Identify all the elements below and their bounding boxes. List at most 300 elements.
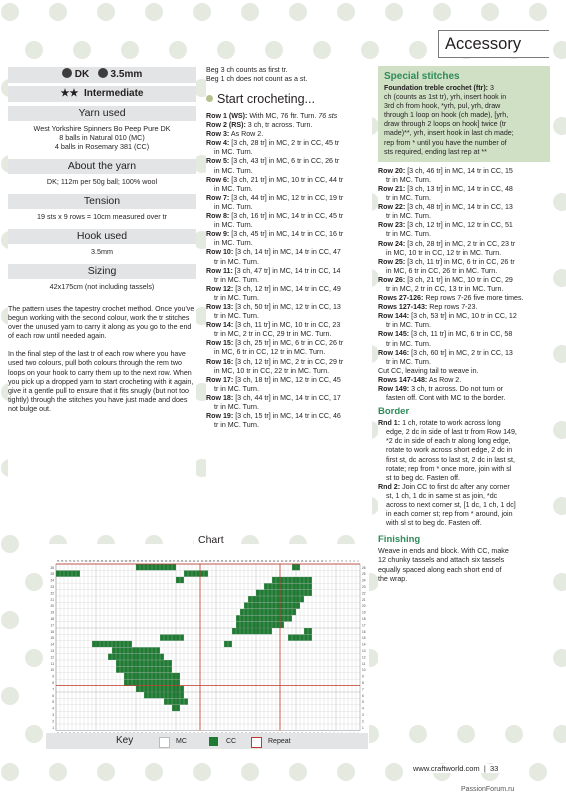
yarn-used-line: 4 balls in Rosemary 381 (CC) [54, 142, 150, 151]
chart-cell-cc [260, 596, 264, 602]
chart-cell-cc [128, 660, 132, 666]
chart-cell-cc [116, 660, 120, 666]
start-heading: Start crocheting... [206, 91, 372, 107]
chart-cell-cc [172, 692, 176, 698]
yarn-ball-decoration [553, 193, 566, 211]
pattern-row: Row 23: [3 ch, 12 tr] in MC, 12 tr in CC, 51 tr in MC. Turn. [378, 221, 513, 239]
chart-cell-cc [176, 698, 180, 704]
yarn-ball-decoration [97, 763, 115, 781]
chart-y-tick-label: 4 [362, 706, 364, 711]
chart-cell-cc [300, 577, 304, 583]
yarn-ball-decoration [241, 763, 259, 781]
chart-cell-cc [248, 602, 252, 608]
chart-cell-cc [172, 634, 176, 640]
chart-y-tick-label: 6 [52, 693, 54, 698]
chart-cell-cc [276, 577, 280, 583]
pattern-row: Row 9: [3 ch, 45 tr] in MC, 14 tr in CC, 16 tr in MC. Turn. [206, 230, 344, 248]
chart-cell-cc [296, 564, 300, 570]
chart-x-tick-label: 62 [112, 561, 116, 563]
chart-cell-cc [76, 570, 80, 576]
yarn-ball-decoration [49, 3, 67, 21]
yarn-ball-decoration [553, 269, 566, 287]
chart-cell-cc [256, 602, 260, 608]
chart-cell-cc [180, 698, 184, 704]
chart-cell-cc [180, 686, 184, 692]
chart-cell-cc [268, 583, 272, 589]
chart-x-tick-label: 6 [337, 561, 339, 563]
chart-x-tick-label: 58 [128, 561, 132, 563]
chart-x-tick-label: 26 [256, 561, 260, 563]
chart-y-tick-label: 19 [362, 610, 366, 615]
chart-cell-cc [136, 647, 140, 653]
chart-cell-cc [252, 609, 256, 615]
chart-cell-cc [168, 686, 172, 692]
pattern-note: In the final step of the last tr of each row where you have used two colours, pull both colours through the rem two loops on your hook to carry them up to the next row. When you pick up a dropped yarn to start crocheting with it again, give it a gentle pull to ensure that it fits snugly (but not too tightly) through the stitches you have just made and does not bulge out. [8, 350, 194, 413]
chart-y-tick-label: 23 [362, 585, 366, 589]
yarn-used-heading: Yarn used [8, 106, 196, 121]
chart-cell-cc [264, 628, 268, 634]
chart-cell-cc [268, 615, 272, 621]
chart-cell-cc [168, 564, 172, 570]
chart-cell-cc [156, 660, 160, 666]
yarn-ball-decoration [553, 345, 566, 363]
chart-cell-cc [64, 570, 68, 576]
chart-title: Chart [194, 534, 228, 546]
chart-cell-cc [136, 686, 140, 692]
chart-cell-cc [136, 666, 140, 672]
chart-cell-cc [148, 679, 152, 685]
chart-cell-cc [156, 686, 160, 692]
chart-cell-cc [292, 590, 296, 596]
pattern-row: Rnd 2: Join CC to first dc after any corner st, 1 ch, 1 dc in same st as join, *dc across to next corner st, [1 dc, 1 ch, 1 dc] in each corner st; rep from * around, join with sl st to beg dc. Fasten off. [378, 482, 516, 528]
chart-x-tick-label: 32 [232, 561, 236, 563]
chart-x-tick-label: 63 [108, 561, 112, 563]
chart-cell-cc [92, 641, 96, 647]
chart-cell-cc [232, 628, 236, 634]
chart-x-tick-label: 54 [144, 561, 148, 563]
chart-x-tick-label: 44 [184, 561, 188, 563]
chart-cell-cc [252, 628, 256, 634]
finishing-line: 12 chunky tassels and attach six tassels [378, 556, 505, 565]
special-stitch-line: through 1 loop on hook (ch made), [yrh, [384, 111, 509, 120]
chart-y-tick-label: 19 [50, 610, 54, 615]
chart-cell-cc [124, 679, 128, 685]
chart-cell-cc [128, 654, 132, 660]
chart-cell-cc [176, 705, 180, 711]
chart-cell-cc [148, 654, 152, 660]
chart-cell-cc [152, 647, 156, 653]
chart-x-tick-label: 59 [124, 561, 128, 563]
yarn-ball-decoration [25, 649, 43, 667]
special-stitch-line: 3rd ch from hook, *yrh, pul, yrh, draw [384, 102, 501, 111]
special-stitch-line: ch (counts as 1st tr), yrh, insert hook in [384, 93, 507, 102]
chart-x-tick-label: 41 [196, 561, 200, 563]
chart-cell-cc [288, 602, 292, 608]
pattern-row: Row 11: [3 ch, 47 tr] in MC, 14 tr in CC, 14 tr in MC. Turn. [206, 266, 341, 284]
chart-cell-cc [272, 577, 276, 583]
chart-x-tick-label: 60 [120, 561, 124, 563]
chart-cell-cc [300, 590, 304, 596]
chart-y-tick-label: 1 [52, 725, 54, 730]
chart-y-tick-label: 13 [50, 649, 54, 653]
chart-y-tick-label: 20 [362, 604, 366, 609]
chart-cell-cc [284, 596, 288, 602]
chart-cell-cc [144, 692, 148, 698]
chart-cell-cc [108, 654, 112, 660]
chart-cell-cc [112, 647, 116, 653]
yarn-ball-decoration [1, 3, 19, 21]
chart-cell-cc [156, 666, 160, 672]
chart-cell-cc [156, 692, 160, 698]
yarn-ball-decoration [193, 3, 211, 21]
chart-x-tick-label: 75 [60, 561, 64, 563]
chart-cell-cc [304, 634, 308, 640]
chart-x-tick-label: 53 [148, 561, 152, 563]
yarn-ball-decoration [289, 3, 307, 21]
yarn-ball-decoration [505, 725, 523, 743]
chart-y-tick-label: 16 [362, 629, 366, 634]
chart-y-tick-label: 9 [52, 674, 54, 679]
chart-y-tick-label: 18 [50, 617, 54, 621]
yarn-ball-decoration [529, 763, 547, 781]
chart-cell-cc [284, 583, 288, 589]
chart [44, 534, 369, 759]
yarn-ball-decoration [361, 41, 379, 59]
chart-x-tick-label: 14 [304, 561, 308, 563]
chart-cell-cc [280, 622, 284, 628]
pattern-intro: Beg 1 ch does not count as a st. [206, 75, 308, 83]
chart-x-tick-label: 52 [152, 561, 156, 563]
pattern-row: Row 8: [3 ch, 16 tr] in MC, 14 tr in CC, 45 tr in MC. Turn. [206, 212, 344, 230]
chart-cell-cc [152, 564, 156, 570]
chart-cell-cc [164, 686, 168, 692]
key-mc-label: MC [176, 738, 187, 745]
chart-cell-cc [276, 602, 280, 608]
chart-x-tick-label: 39 [204, 561, 208, 563]
chart-cell-cc [168, 673, 172, 679]
chart-x-tick-label: 36 [216, 561, 220, 563]
chart-cell-cc [124, 660, 128, 666]
chart-y-tick-label: 4 [52, 706, 54, 711]
chart-cell-cc [272, 615, 276, 621]
chart-x-tick-label: 46 [176, 561, 180, 563]
chart-cell-cc [140, 673, 144, 679]
chart-cell-cc [56, 570, 60, 576]
chart-x-tick-label: 28 [248, 561, 252, 563]
chart-cell-cc [164, 673, 168, 679]
chart-cell-cc [156, 564, 160, 570]
chart-cell-cc [140, 686, 144, 692]
chart-cell-cc [288, 583, 292, 589]
about-yarn-heading: About the yarn [8, 159, 196, 174]
tension-text: 19 sts x 9 rows = 10cm measured over tr [36, 212, 168, 221]
chart-cell-cc [116, 647, 120, 653]
chart-cell-cc [292, 634, 296, 640]
yarn-info-column [8, 66, 196, 531]
chart-y-tick-label: 8 [362, 681, 364, 685]
pattern-row: Row 2 (RS): 3 ch, tr across. Turn. [206, 121, 313, 130]
chart-cell-cc [260, 628, 264, 634]
chart-cell-cc [264, 622, 268, 628]
yarn-ball-decoration [385, 3, 403, 21]
chart-cell-cc [176, 686, 180, 692]
chart-y-tick-label: 10 [362, 668, 366, 673]
yarn-ball-decoration [409, 41, 427, 59]
yarn-ball-decoration [1, 535, 19, 553]
chart-cell-cc [152, 686, 156, 692]
chart-x-tick-label: 16 [296, 561, 300, 563]
chart-cell-cc [224, 641, 228, 647]
chart-cell-cc [288, 590, 292, 596]
chart-cell-cc [288, 634, 292, 640]
chart-cell-cc [240, 622, 244, 628]
chart-y-tick-label: 15 [362, 636, 366, 641]
chart-x-tick-label: 67 [92, 561, 96, 563]
pattern-column [206, 66, 372, 532]
chart-cell-cc [268, 596, 272, 602]
row-list [206, 112, 372, 430]
chart-cell-cc [264, 596, 268, 602]
chart-cell-cc [248, 628, 252, 634]
chart-cell-cc [284, 609, 288, 615]
chart-y-tick-label: 25 [362, 572, 366, 577]
chart-cell-cc [308, 583, 312, 589]
chart-cell-cc [260, 615, 264, 621]
chart-y-tick-label: 3 [362, 713, 364, 717]
chart-cell-cc [300, 634, 304, 640]
chart-cell-cc [144, 686, 148, 692]
chart-cell-cc [228, 641, 232, 647]
chart-y-tick-label: 17 [362, 623, 366, 628]
yarn-ball-decoration [553, 117, 566, 135]
chart-cell-cc [272, 583, 276, 589]
chart-cell-cc [240, 615, 244, 621]
chart-x-tick-label: 73 [68, 561, 72, 563]
chart-cell-cc [164, 634, 168, 640]
chart-y-tick-label: 21 [50, 597, 54, 602]
chart-cell-cc [148, 666, 152, 672]
chart-cell-cc [272, 622, 276, 628]
yarn-ball-decoration [553, 421, 566, 439]
chart-cell-cc [280, 602, 284, 608]
chart-x-tick-label: 22 [272, 561, 276, 563]
tension-heading: Tension [8, 194, 196, 209]
chart-x-tick-label: 45 [180, 561, 184, 563]
chart-cell-cc [264, 583, 268, 589]
chart-cell-cc [172, 679, 176, 685]
border-heading: Border [378, 406, 410, 418]
chart-cell-cc [284, 590, 288, 596]
chart-x-tick-label: 25 [260, 561, 264, 563]
pattern-row: Row 25: [3 ch, 11 tr] in MC, 6 tr in CC, 26 tr in MC, 6 tr in CC, 26 tr in MC. Turn. [378, 257, 515, 275]
chart-x-tick-label: 76 [56, 561, 60, 563]
chart-x-tick-label: 2 [353, 561, 355, 563]
special-stitch-line: sts required, ending last rep at ** [384, 147, 487, 156]
chart-cell-cc [152, 654, 156, 660]
chart-cell-cc [60, 570, 64, 576]
chart-cell-cc [188, 570, 192, 576]
chart-cell-cc [160, 564, 164, 570]
chart-cell-cc [240, 628, 244, 634]
chart-y-tick-label: 10 [50, 668, 54, 673]
chart-cell-cc [116, 654, 120, 660]
pattern-intro: Beg 3 ch counts as first tr. [206, 66, 288, 74]
chart-cell-cc [200, 570, 204, 576]
chart-x-tick-label: 20 [280, 561, 284, 563]
chart-x-tick-label: 30 [240, 561, 244, 563]
chart-cell-cc [128, 641, 132, 647]
chart-cell-cc [292, 564, 296, 570]
chart-y-tick-label: 2 [362, 719, 364, 724]
chart-cell-cc [160, 634, 164, 640]
chart-x-tick-label: 1 [357, 561, 359, 563]
chart-cell-cc [152, 679, 156, 685]
pattern-row: Row 6: [3 ch, 21 tr] in MC, 10 tr in CC, 44 tr in MC. Turn. [206, 175, 344, 193]
chart-cell-cc [288, 615, 292, 621]
chart-cell-cc [272, 609, 276, 615]
chart-cell-cc [268, 628, 272, 634]
pattern-row: Row 14: [3 ch, 11 tr] in MC, 10 tr in CC, 23 tr in MC, 2 tr in CC, 29 tr in MC. Turn. [206, 321, 341, 339]
chart-y-tick-label: 5 [362, 700, 364, 705]
chart-y-tick-label: 12 [50, 655, 54, 660]
pattern-row: Rnd 1: 1 ch, rotate to work across long edge, 2 dc in side of last tr from Row 149, *2 dc in side of each tr along long edge, rotate to work across short edge, 2 dc in first st, dc across to last st, 2 dc in last st, rotate; rep from * once more, join with sl st to beg dc. Fasten off. [378, 419, 517, 482]
yarn-ball-decoration [553, 41, 566, 59]
chart-x-tick-label: 66 [96, 561, 100, 563]
section-title: Accessory [445, 35, 522, 53]
pattern-note: The pattern uses the tapestry crochet method. Once you've begun working with the second colour, work the tr stitches over the unused yarn to carry it along as you go to the end of each row until needed again. [8, 305, 195, 341]
chart-cell-cc [296, 634, 300, 640]
chart-x-tick-label: 64 [104, 561, 108, 563]
yarn-ball-decoration [145, 3, 163, 21]
chart-cell-cc [140, 666, 144, 672]
yarn-ball-decoration [433, 3, 451, 21]
chart-cell-cc [260, 622, 264, 628]
chart-cell-cc [248, 609, 252, 615]
chart-x-tick-label: 37 [212, 561, 216, 563]
pattern-row: Row 17: [3 ch, 18 tr] in MC, 12 tr in CC, 45 tr in MC. Turn. [206, 375, 341, 393]
hook-icon [98, 68, 108, 78]
chart-cell-cc [140, 647, 144, 653]
chart-y-tick-label: 11 [50, 661, 54, 666]
chart-cell-cc [284, 577, 288, 583]
chart-y-tick-label: 14 [362, 642, 366, 647]
chart-x-tick-label: 23 [268, 561, 272, 563]
chart-y-tick-label: 1 [362, 725, 364, 730]
chart-cell-cc [292, 583, 296, 589]
pattern-row: Row 19: [3 ch, 15 tr] in MC, 14 tr in CC, 46 tr in MC. Turn. [206, 412, 341, 430]
chart-cell-cc [120, 654, 124, 660]
pattern-row: Row 18: [3 ch, 44 tr] in MC, 14 tr in CC, 17 tr in MC. Turn. [206, 393, 341, 411]
chart-cell-cc [152, 660, 156, 666]
chart-y-tick-label: 24 [50, 578, 54, 583]
chart-cell-cc [116, 666, 120, 672]
chart-cell-cc [112, 654, 116, 660]
chart-cell-cc [68, 570, 72, 576]
skill-stars: ★★ [60, 88, 79, 99]
chart-x-tick-label: 18 [288, 561, 292, 563]
chart-x-tick-label: 27 [252, 561, 256, 563]
chart-cell-cc [120, 641, 124, 647]
chart-cell-cc [164, 698, 168, 704]
chart-cell-cc [160, 692, 164, 698]
chart-cell-cc [280, 583, 284, 589]
chart-cell-cc [276, 615, 280, 621]
chart-cell-cc [156, 654, 160, 660]
chart-cell-cc [204, 570, 208, 576]
footer-site: www.craftworld.com [413, 764, 480, 773]
chart-cell-cc [160, 666, 164, 672]
chart-cell-cc [132, 679, 136, 685]
chart-y-tick-label: 14 [50, 642, 54, 647]
chart-cell-cc [280, 577, 284, 583]
yarn-ball-decoration [553, 573, 566, 591]
chart-cell-cc [292, 609, 296, 615]
chart-cell-cc [96, 641, 100, 647]
chart-cell-cc [160, 654, 164, 660]
chart-x-tick-label: 13 [308, 561, 312, 563]
chart-cell-cc [148, 660, 152, 666]
chart-x-tick-label: 38 [208, 561, 212, 563]
chart-y-tick-label: 25 [50, 572, 54, 577]
chart-y-tick-label: 6 [362, 693, 364, 698]
chart-cell-cc [256, 622, 260, 628]
chart-cell-cc [168, 666, 172, 672]
yarn-ball-decoration [553, 497, 566, 515]
chart-x-tick-label: 19 [284, 561, 288, 563]
special-stitch-line: draw through 2 loops on hook] twice (tr [384, 120, 507, 129]
chart-grid [44, 554, 369, 744]
chart-cell-cc [152, 666, 156, 672]
chart-x-tick-label: 74 [64, 561, 68, 563]
yarn-ball-decoration [457, 725, 475, 743]
chart-x-tick-label: 34 [224, 561, 228, 563]
chart-cell-cc [264, 609, 268, 615]
chart-cell-cc [172, 686, 176, 692]
pattern-row: Row 12: [3 ch, 12 tr] in MC, 14 tr in CC, 49 tr in MC. Turn. [206, 284, 341, 302]
chart-cell-cc [304, 577, 308, 583]
yarn-ball-decoration [25, 573, 43, 591]
chart-cell-cc [280, 615, 284, 621]
chart-y-tick-label: 26 [362, 565, 366, 570]
chart-cell-cc [176, 692, 180, 698]
chart-cell-cc [164, 666, 168, 672]
chart-cell-cc [284, 615, 288, 621]
yarn-ball-decoration [25, 725, 43, 743]
yarn-ball-decoration [25, 41, 43, 59]
chart-y-tick-label: 12 [362, 655, 366, 660]
finishing-line: Weave in ends and block. With CC, make [378, 547, 509, 556]
chart-x-tick-label: 7 [333, 561, 335, 563]
chart-cell-cc [116, 641, 120, 647]
yarn-ball-decoration [121, 41, 139, 59]
chart-x-tick-label: 35 [220, 561, 224, 563]
chart-cell-cc [260, 602, 264, 608]
yarn-ball-decoration [553, 649, 566, 667]
chart-cell-cc [276, 596, 280, 602]
chart-cell-cc [256, 615, 260, 621]
chart-cell-cc [152, 692, 156, 698]
special-stitch-line: Foundation treble crochet (ftr): 3 [384, 84, 494, 92]
chart-cell-cc [168, 660, 172, 666]
chart-cell-cc [272, 602, 276, 608]
chart-x-tick-label: 24 [264, 561, 268, 563]
chart-cell-cc [280, 596, 284, 602]
chart-cell-cc [192, 570, 196, 576]
chart-cell-cc [276, 583, 280, 589]
chart-cell-cc [268, 590, 272, 596]
chart-cell-cc [148, 647, 152, 653]
pattern-row: Row 13: [3 ch, 50 tr] in MC, 12 tr in CC, 13 tr in MC. Turn. [206, 302, 341, 321]
